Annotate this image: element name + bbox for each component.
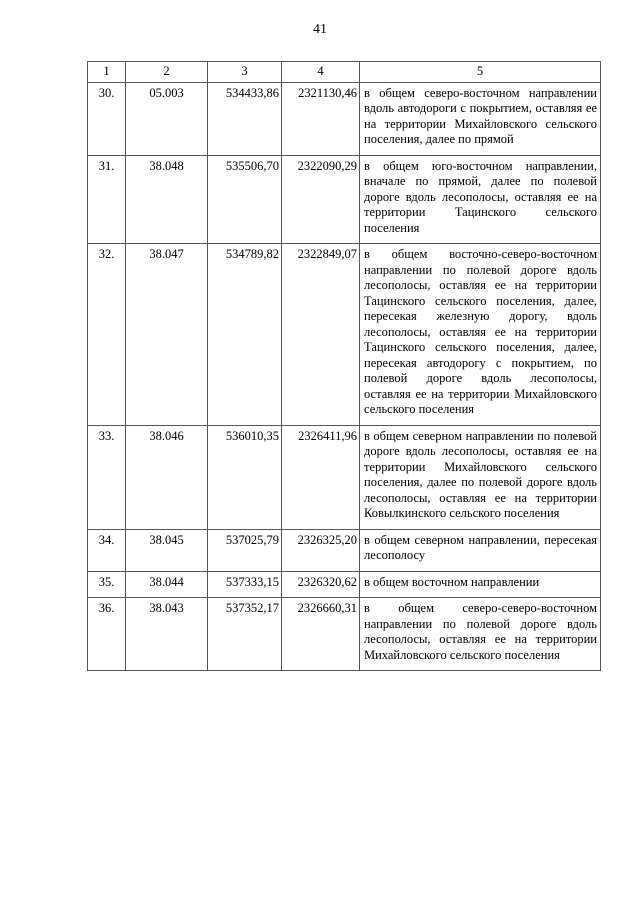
column-header-5: 5 bbox=[360, 62, 601, 83]
coordinate-y: 2322090,29 bbox=[282, 155, 360, 244]
column-header-4: 4 bbox=[282, 62, 360, 83]
coordinate-x: 536010,35 bbox=[208, 425, 282, 529]
coordinate-y: 2326320,62 bbox=[282, 571, 360, 598]
point-code: 38.043 bbox=[126, 598, 208, 671]
coordinate-y: 2321130,46 bbox=[282, 82, 360, 155]
coordinate-x: 534433,86 bbox=[208, 82, 282, 155]
table-row bbox=[88, 244, 601, 426]
table-row bbox=[88, 82, 601, 155]
table-row bbox=[88, 529, 601, 571]
point-number: 32. bbox=[88, 244, 126, 426]
coordinate-y: 2326660,31 bbox=[282, 598, 360, 671]
table-row bbox=[88, 598, 601, 671]
coordinate-y: 2322849,07 bbox=[282, 244, 360, 426]
point-code: 38.045 bbox=[126, 529, 208, 571]
column-header-1: 1 bbox=[88, 62, 126, 83]
coordinate-x: 537333,15 bbox=[208, 571, 282, 598]
point-number: 35. bbox=[88, 571, 126, 598]
point-code: 05.003 bbox=[126, 82, 208, 155]
coordinate-y: 2326411,96 bbox=[282, 425, 360, 529]
boundary-description: в общем юго-восточном направлении, вначале по прямой, далее по полевой дороге вдоль лесополосы, оставляя ее на территории Тацинского сельского поселения bbox=[360, 155, 601, 244]
table-row bbox=[88, 571, 601, 598]
table-row bbox=[88, 155, 601, 244]
point-code: 38.044 bbox=[126, 571, 208, 598]
coordinate-y: 2326325,20 bbox=[282, 529, 360, 571]
point-code: 38.046 bbox=[126, 425, 208, 529]
coordinate-x: 537352,17 bbox=[208, 598, 282, 671]
column-header-2: 2 bbox=[126, 62, 208, 83]
boundary-description: в общем восточно-северо-восточном направлении по полевой дороге вдоль лесополосы, оставляя ее на территории Тацинского сельского поселения, далее, пересекая железную дорогу, вдоль лесополосы, оставляя ее на территории Тацинского сельского поселения, далее, пересекая автодорогу с покрытием, по полевой дороге вдоль лесополосы, оставляя ее на территории Михайловского сельского поселения bbox=[360, 244, 601, 426]
coordinate-x: 537025,79 bbox=[208, 529, 282, 571]
point-number: 30. bbox=[88, 82, 126, 155]
point-code: 38.047 bbox=[126, 244, 208, 426]
coordinate-x: 534789,82 bbox=[208, 244, 282, 426]
table-row bbox=[88, 425, 601, 529]
boundary-description: в общем северо-северо-восточном направлении по полевой дороге вдоль лесополосы, оставляя ее на территории Михайловского сельского поселения bbox=[360, 598, 601, 671]
boundary-description: в общем северном направлении, пересекая лесополосу bbox=[360, 529, 601, 571]
page-number: 41 bbox=[313, 22, 327, 37]
boundary-description: в общем северном направлении по полевой дороге вдоль лесополосы, оставляя ее на территории Михайловского сельского поселения, далее по полевой дороге вдоль лесополосы, оставляя ее на территории Ковылкинского сельского поселения bbox=[360, 425, 601, 529]
point-number: 33. bbox=[88, 425, 126, 529]
boundary-points-table bbox=[87, 61, 601, 671]
boundary-description: в общем восточном направлении bbox=[360, 571, 601, 598]
point-code: 38.048 bbox=[126, 155, 208, 244]
point-number: 34. bbox=[88, 529, 126, 571]
boundary-description: в общем северо-восточном направлении вдоль автодороги с покрытием, оставляя ее на территории Михайловского сельского поселения, далее по прямой bbox=[360, 82, 601, 155]
point-number: 36. bbox=[88, 598, 126, 671]
coordinate-x: 535506,70 bbox=[208, 155, 282, 244]
table-header-row bbox=[88, 62, 601, 83]
column-header-3: 3 bbox=[208, 62, 282, 83]
point-number: 31. bbox=[88, 155, 126, 244]
